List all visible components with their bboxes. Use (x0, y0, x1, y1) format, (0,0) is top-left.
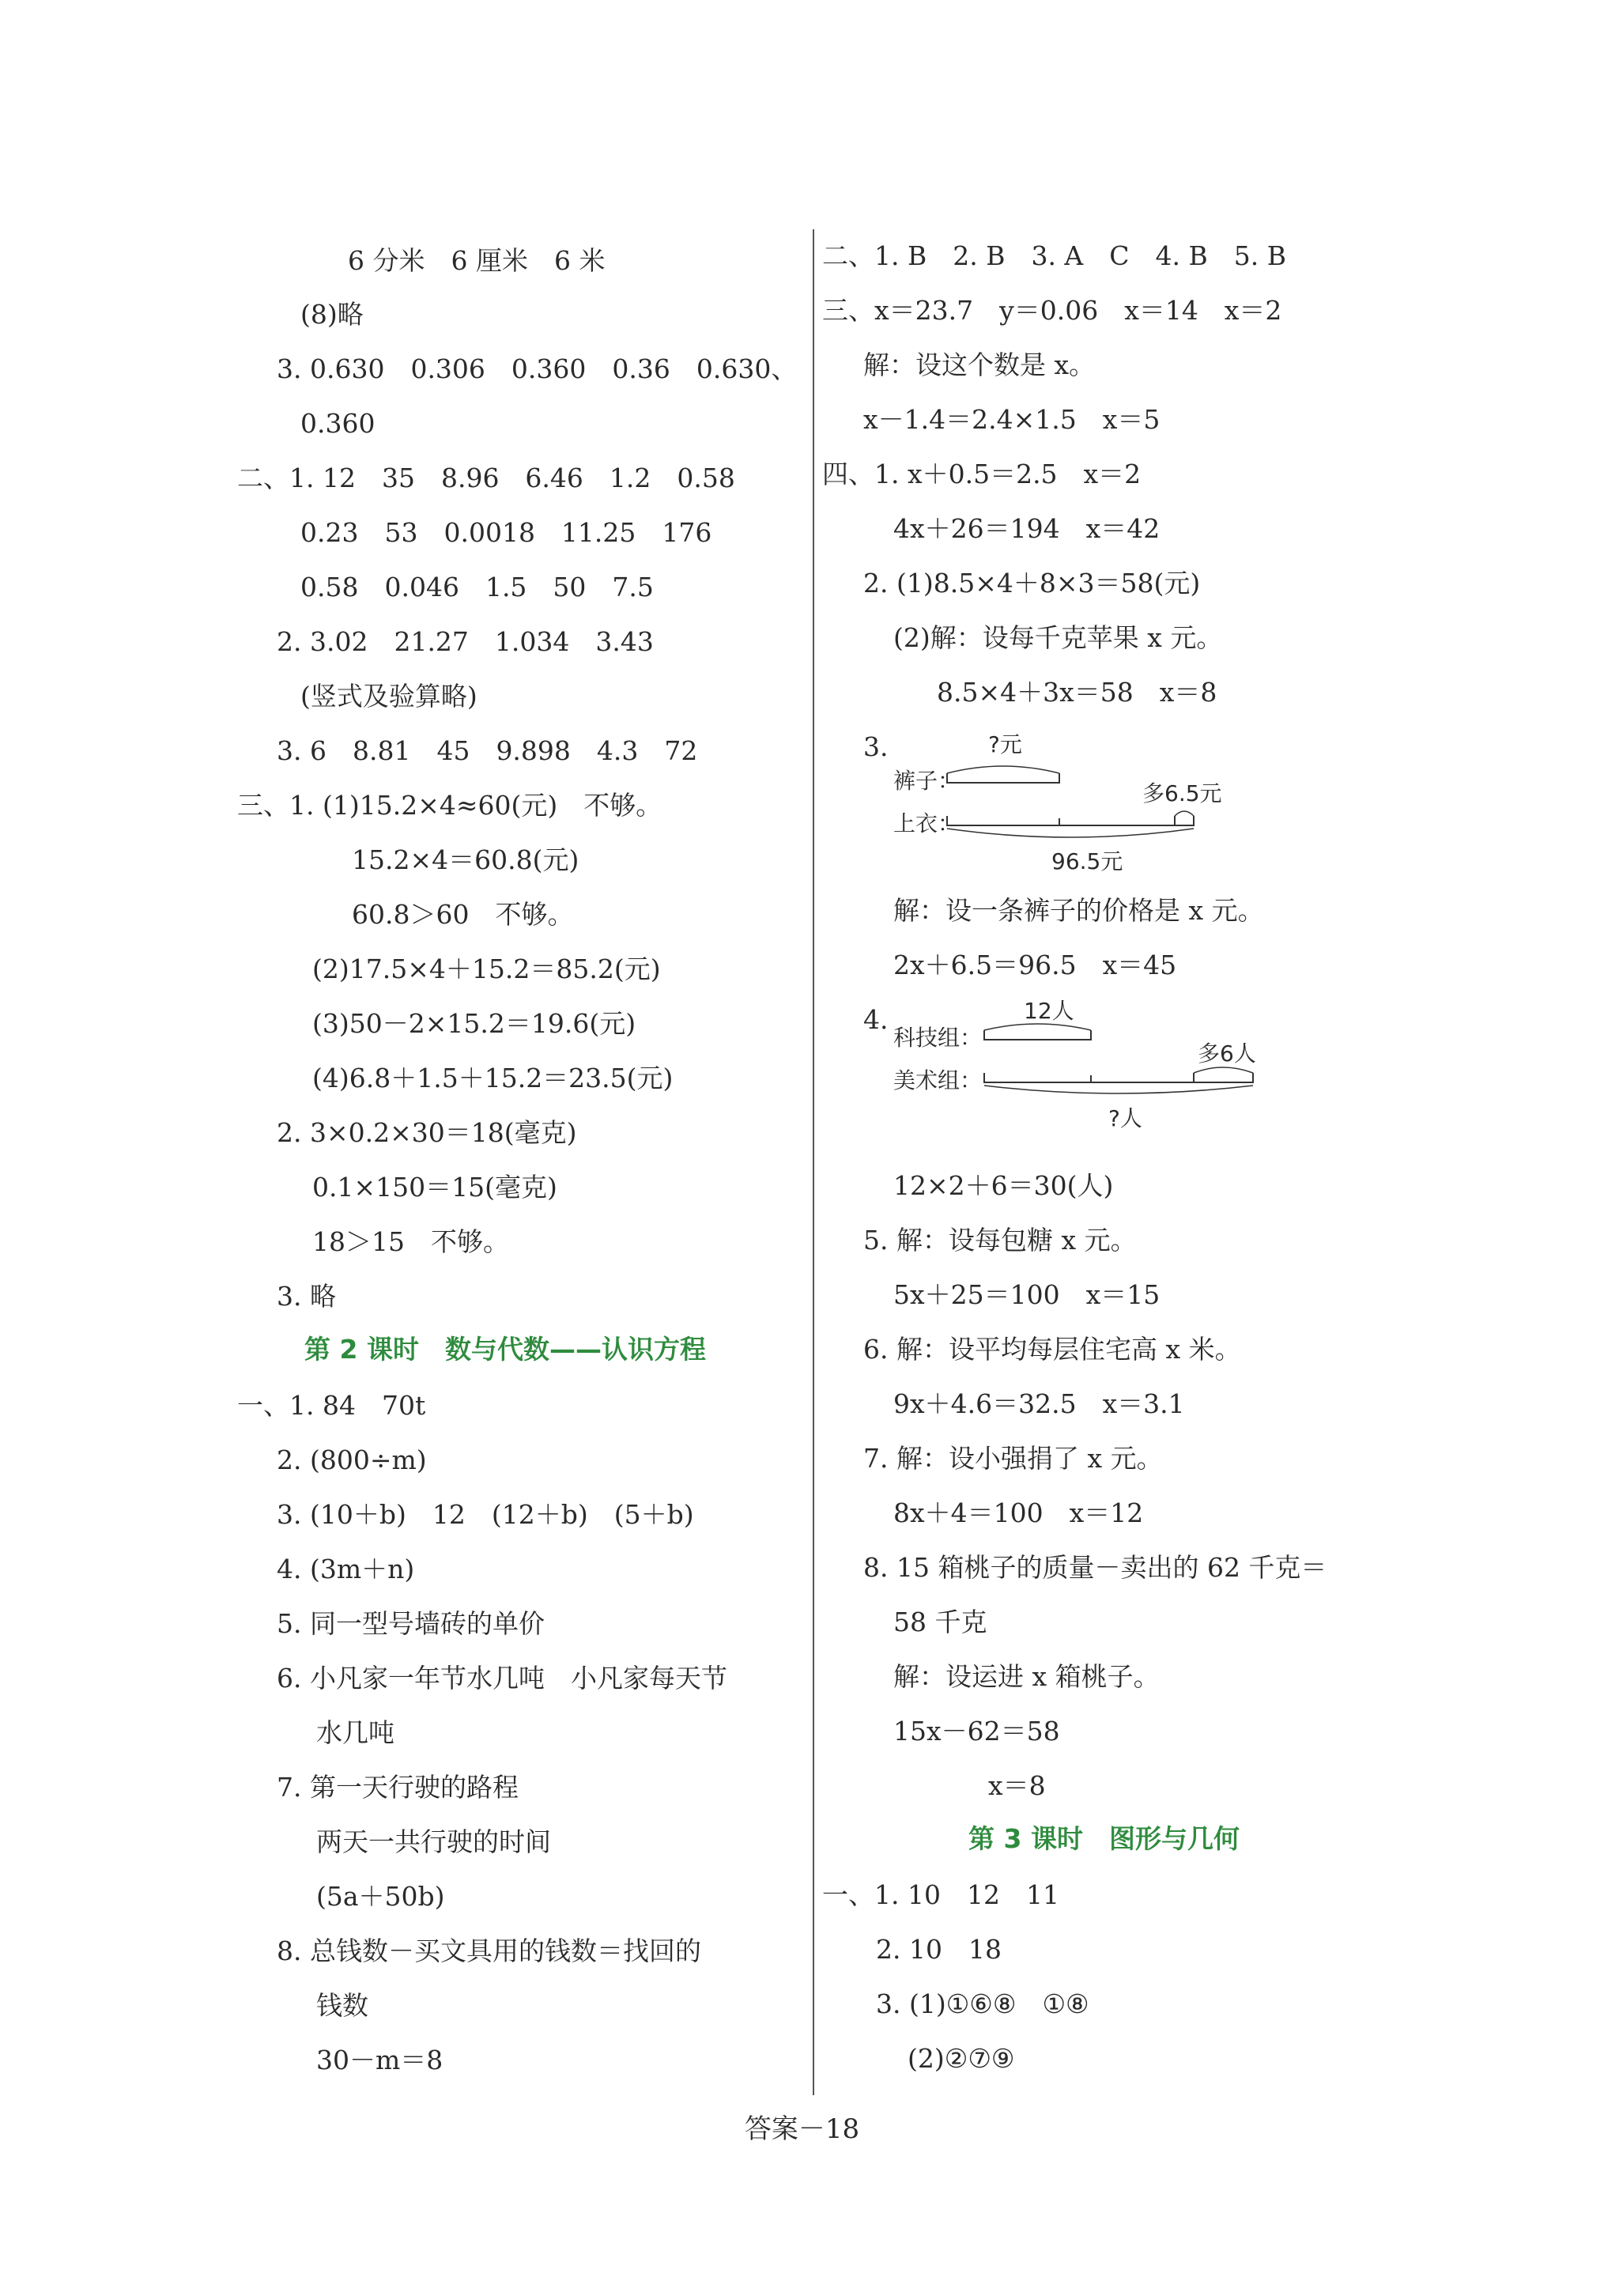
text-line: (4)6.8＋1.5＋15.2＝23.5(元) (312, 1063, 674, 1093)
text-line: 2. (800÷m) (277, 1444, 427, 1475)
text-line: 5. 同一型号墙砖的单价 (277, 1608, 545, 1639)
text-line: 30－m＝8 (316, 2045, 443, 2075)
text-line: 18＞15 不够。 (312, 1226, 509, 1257)
text-line: 3. (1)①⑥⑧ ①⑧ (876, 1988, 1089, 2019)
text-line: 解：设一条裤子的价格是 x 元。 (893, 895, 1264, 926)
text-line: 12×2＋6＝30(人) (893, 1170, 1114, 1201)
jacket-label: 上衣： (893, 810, 961, 836)
text-line: 8.5×4＋3x＝58 x＝8 (937, 677, 1217, 708)
text-line: 3. (10＋b) 12 (12＋b) (5＋b) (277, 1499, 694, 1530)
text-line: (5a＋50b) (316, 1881, 445, 1912)
text-line: 钱数 (316, 1990, 368, 2021)
text-line: 二、1. 12 35 8.96 6.46 1.2 0.58 (237, 463, 735, 493)
page-number: 答案－18 (744, 2113, 860, 2145)
section-heading: 第 3 课时 图形与几何 (968, 1823, 1240, 1854)
text-line: 0.58 0.046 1.5 50 7.5 (300, 572, 654, 602)
text-line: 15x－62＝58 (893, 1716, 1060, 1747)
text-line: 15.2×4＝60.8(元) (352, 844, 579, 875)
text-line: 3. 6 8.81 45 9.898 4.3 72 (277, 735, 698, 766)
text-line: (2)17.5×4＋15.2＝85.2(元) (312, 954, 661, 984)
text-line: 5x＋25＝100 x＝15 (893, 1279, 1161, 1310)
text-line: x－1.4＝2.4×1.5 x＝5 (863, 404, 1161, 435)
group-diagram (893, 1000, 1289, 1142)
text-line: 8. 总钱数－买文具用的钱数＝找回的 (277, 1935, 701, 1966)
text-line: 三、x＝23.7 y＝0.06 x＝14 x＝2 (822, 295, 1282, 326)
text-line: (3)50－2×15.2＝19.6(元) (312, 1008, 636, 1039)
pants-price-label: ?元 (988, 731, 1022, 757)
text-line: 两天一共行驶的时间 (316, 1826, 551, 1857)
text-line: 6. 小凡家一年节水几吨 小凡家每天节 (277, 1663, 727, 1694)
text-line: 58 千克 (893, 1607, 987, 1637)
text-line: 4. (863, 1004, 889, 1035)
text-line: 60.8＞60 不够。 (352, 899, 574, 930)
text-line: x＝8 (988, 1770, 1046, 1801)
text-line: 2x＋6.5＝96.5 x＝45 (893, 950, 1177, 980)
text-line: 7. 解：设小强捐了 x 元。 (863, 1443, 1163, 1474)
text-line: 8x＋4＝100 x＝12 (893, 1497, 1144, 1528)
text-line: 2. 3.02 21.27 1.034 3.43 (277, 626, 654, 657)
text-line: (2)②⑦⑨ (908, 2043, 1015, 2074)
text-line: 0.1×150＝15(毫克) (312, 1172, 557, 1203)
text-line: 一、1. 84 70t (237, 1390, 426, 1421)
text-line: 一、1. 10 12 11 (822, 1879, 1059, 1910)
text-line: (2)解：设每千克苹果 x 元。 (893, 622, 1223, 653)
text-line: 6 分米 6 厘米 6 米 (348, 245, 606, 276)
tech-group-label: 科技组： (893, 1025, 983, 1051)
text-line: 6. 解：设平均每层住宅高 x 米。 (863, 1334, 1241, 1365)
text-line: (竖式及验算略) (300, 681, 477, 712)
art-group-label: 美术组： (893, 1067, 983, 1093)
total-label: 96.5元 (1051, 848, 1123, 874)
text-line: (8)略 (300, 299, 364, 330)
text-line: 3. 略 (277, 1281, 336, 1312)
text-line: 3. 0.630 0.306 0.360 0.36 0.630、 (277, 353, 798, 384)
text-line: 4x＋26＝194 x＝42 (893, 513, 1161, 544)
text-line: 2. 3×0.2×30＝18(毫克) (277, 1117, 577, 1148)
column-divider (813, 229, 814, 2095)
text-line: 四、1. x＋0.5＝2.5 x＝2 (822, 459, 1142, 489)
text-line: 2. (1)8.5×4＋8×3＝58(元) (863, 568, 1201, 599)
price-diagram (893, 727, 1273, 874)
total-label: ?人 (1108, 1105, 1142, 1131)
text-line: 8. 15 箱桃子的质量－卖出的 62 千克＝ (863, 1552, 1327, 1583)
extra-label: 多6人 (1198, 1040, 1256, 1067)
section-heading: 第 2 课时 数与代数——认识方程 (304, 1334, 706, 1365)
text-line: 解：设运进 x 箱桃子。 (893, 1661, 1160, 1692)
text-line: 7. 第一天行驶的路程 (277, 1772, 519, 1803)
tech-group-count-label: 12人 (1024, 998, 1074, 1024)
text-line: 三、1. (1)15.2×4≈60(元) 不够。 (237, 790, 662, 821)
text-line: 水几吨 (316, 1717, 394, 1748)
text-line: 5. 解：设每包糖 x 元。 (863, 1225, 1137, 1256)
text-line: 4. (3m＋n) (277, 1554, 415, 1584)
text-line: 解：设这个数是 x。 (863, 349, 1096, 380)
extra-label: 多6.5元 (1142, 780, 1222, 806)
text-line: 2. 10 18 (876, 1934, 1002, 1965)
text-line: 0.360 (300, 408, 376, 439)
text-line: 二、1. B 2. B 3. A C 4. B 5. B (822, 240, 1286, 271)
text-line: 3. (863, 731, 889, 762)
text-line: 9x＋4.6＝32.5 x＝3.1 (893, 1388, 1185, 1419)
text-line: 0.23 53 0.0018 11.25 176 (300, 517, 712, 548)
pants-label: 裤子： (893, 768, 961, 794)
